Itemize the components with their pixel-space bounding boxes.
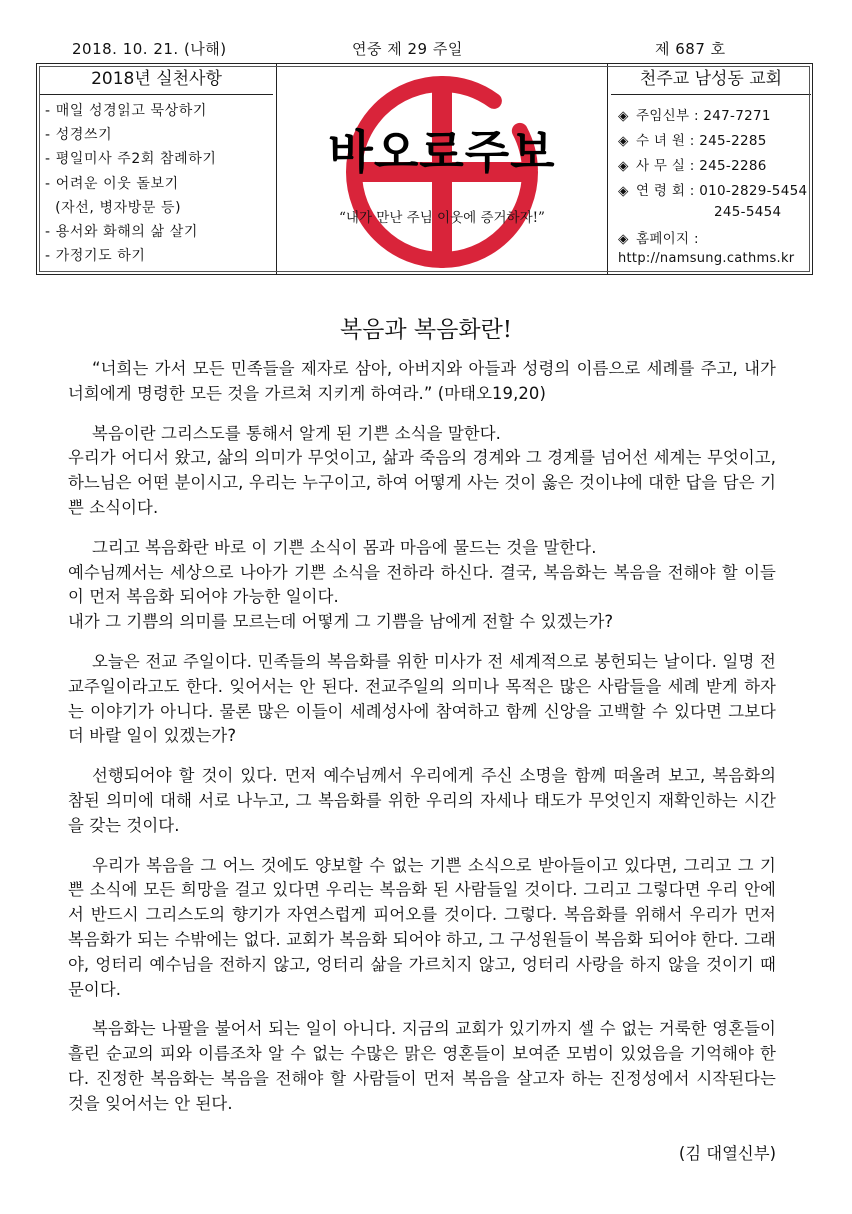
- article-title: 복음과 복음화란!: [339, 317, 513, 343]
- diamond-bullet-icon: ◈: [618, 231, 629, 247]
- practices-panel: [37, 64, 277, 274]
- article-paragraph: 우리가 복음을 그 어느 것에도 양보할 수 없는 기쁜 소식으로 받아들이고 있다면, 그리고 그 기쁜 소식에 모든 희망을 걸고 있다면 우리는 복음화 된 사람들일 것이다. 그리고 그렇다면 우리 안에서 반드시 그리스도의 향기가 자연스럽게 피어오를 것이다. 그렇다. 복음화를 위해서 우리가 먼저 복음화가 되는 수밖에는 없다. 교회가 복음화 되어야 하고, 그 구성원들이 복음화 되어야 한다. 그래야, 엉터리 예수님을 전하지 않고, 엉터리 삶을 가르치지 않고, 엉터리 사랑을 하지 않을 것이기 때문이다.: [68, 855, 776, 999]
- issue-number: 제 687 호: [655, 40, 726, 58]
- article-paragraph: 복음화는 나팔을 불어서 되는 일이 아니다. 지금의 교회가 있기까지 셀 수 없는 거룩한 영혼들이 흘린 순교의 피와 이름조차 알 수 없는 수많은 맑은 영혼들이 보여준 모범이 있었음을 기억해야 한다. 진정한 복음화는 복음을 전해야 할 사람들이 먼저 복음을 살고자 하는 진정성에서 시작된다는 것을 잊어서는 안 된다.: [68, 1019, 776, 1113]
- article-paragraph: 예수님께서는 세상으로 나아가 기쁜 소식을 전하라 하신다. 결국, 복음화는 복음을 전해야 할 이들이 먼저 복음화 되어야 가능한 일이다.: [68, 562, 776, 607]
- practice-item: - 가정기도 하기: [45, 248, 146, 265]
- contact-funeral-society-alt: 245-5454: [714, 204, 782, 220]
- contact-office: ◈ 사 무 실 : 245-2286: [618, 158, 767, 174]
- article-paragraph: 오늘은 전교 주일이다. 민족들의 복음화를 위한 미사가 전 세계적으로 봉헌되는 날이다. 일명 전교주일이라고도 한다. 잊어서는 안 된다. 전교주일의 의미나 목적은 많은 사람들을 세례 받게 하자는 이야기가 아니다. 물론 많은 이들이 세례성사에 참여하고 함께 신앙을 고백할 수 있다면 그보다 더 바랄 일이 있겠는가?: [68, 651, 776, 746]
- masthead-logo-panel: [277, 64, 607, 274]
- contact-homepage-label: ◈ 홈페이지 :: [618, 231, 699, 247]
- diamond-bullet-icon: ◈: [618, 158, 629, 174]
- diamond-bullet-icon: ◈: [618, 108, 629, 124]
- diamond-bullet-icon: ◈: [618, 183, 629, 199]
- practices-list: [37, 99, 276, 268]
- practice-item: - 어려운 이웃 돌보기: [45, 175, 179, 192]
- author-byline: (김 대열신부): [678, 1144, 776, 1163]
- issue-date: 2018. 10. 21. (나해): [72, 40, 227, 58]
- liturgical-week: 연중 제 29 주일: [352, 40, 463, 58]
- church-name: 천주교 남성동 교회: [611, 64, 811, 95]
- diamond-bullet-icon: ◈: [618, 133, 629, 149]
- practice-item: - 매일 성경읽고 묵상하기: [45, 103, 208, 119]
- contact-funeral-society: ◈ 연 령 회 : 010-2829-5454: [618, 183, 808, 199]
- homepage-link[interactable]: http://namsung.cathms.kr: [618, 251, 795, 266]
- article-paragraph: 우리가 어디서 왔고, 삶의 의미가 무엇이고, 삶과 죽음의 경계와 그 경계를 넘어선 세계는 무엇이고, 하느님은 어떤 분이시고, 우리는 누구이고, 하여 어떻게 사는 것이 옳은 것이냐에 대한 답을 담은 기쁜 소식이다.: [68, 448, 776, 517]
- practice-item: - 용서와 화해의 삶 살기: [45, 224, 198, 241]
- practice-item: - 평일미사 주2회 참례하기: [45, 151, 217, 168]
- church-contact-panel: [607, 64, 814, 274]
- article-paragraph: 복음이란 그리스도를 통해서 알게 된 기쁜 소식을 말한다.: [92, 423, 501, 443]
- article-paragraph: 선행되어야 할 것이 있다. 먼저 예수님께서 우리에게 주신 소명을 함께 떠올려 보고, 복음화의 참된 의미에 대해 서로 나누고, 그 복음화를 위한 우리의 자세나 태도가 무엇인지 재확인하는 시간을 갖는 것이다.: [68, 766, 776, 835]
- practice-item: - 성경쓰기: [45, 127, 113, 144]
- practice-item: (자선, 병자방문 등): [45, 199, 182, 216]
- newsletter-title: 바오로주보: [328, 125, 556, 179]
- contact-convent: ◈ 수 녀 원 : 245-2285: [618, 133, 767, 149]
- masthead: [36, 63, 813, 275]
- practices-title: 2018년 실천사항: [40, 64, 273, 95]
- article-body: [68, 357, 776, 1132]
- article-paragraph: 내가 그 기쁨의 의미를 모르는데 어떻게 그 기쁨을 남에게 전할 수 있겠는가?: [68, 612, 614, 632]
- contact-pastor: ◈ 주임신부 : 247-7271: [618, 108, 771, 124]
- slogan: “내가 만난 주님 이웃에 증거하자!”: [339, 210, 545, 226]
- issue-header: [0, 38, 852, 60]
- article-paragraph: “너희는 가서 모든 민족들을 제자로 삼아, 아버지와 아들과 성령의 이름으로 세례를 주고, 내가 너희에게 명령한 모든 것을 가르쳐 지키게 하여라.” (마태오19,20): [68, 359, 776, 403]
- article-paragraph: 그리고 복음화란 바로 이 기쁜 소식이 몸과 마음에 물드는 것을 말한다.: [92, 537, 597, 557]
